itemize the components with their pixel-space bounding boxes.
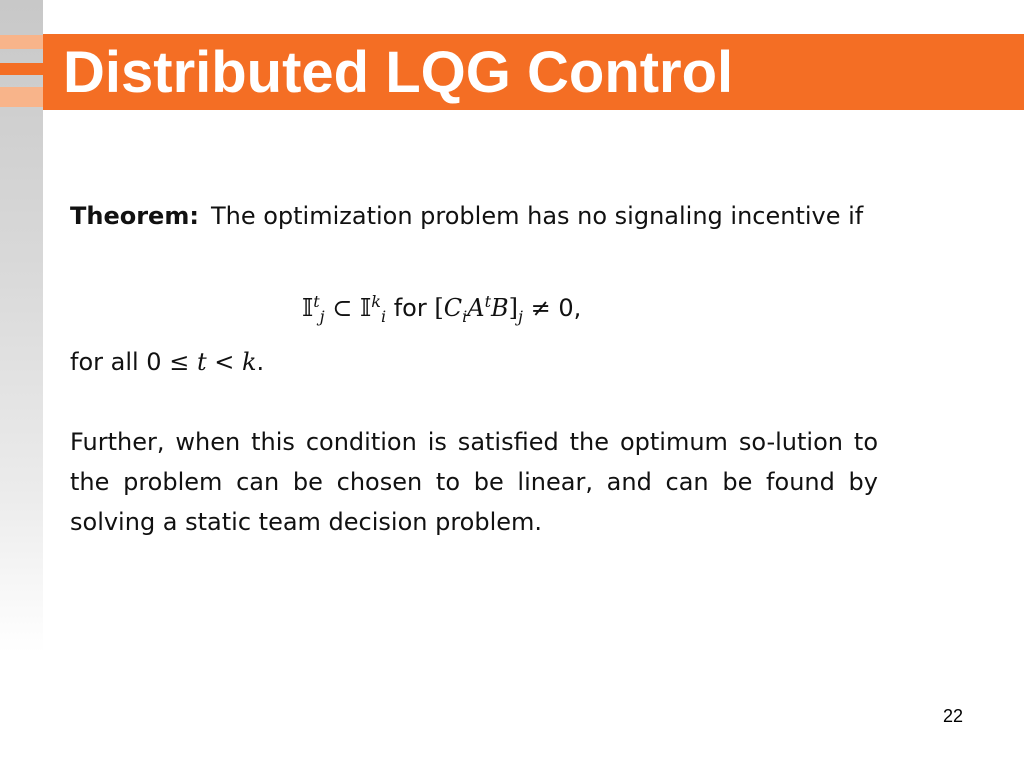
theorem-text: The optimization problem has no signaling incentive if	[210, 202, 864, 230]
rail-stripe	[0, 35, 43, 49]
forall-prefix: for all 0	[70, 348, 162, 376]
forall-suffix: .	[256, 348, 265, 376]
theorem-label: Theorem:	[70, 202, 199, 230]
left-decorative-rail	[0, 0, 43, 768]
info-set-lhs: 𝕀$^t_j$	[302, 292, 325, 326]
info-set-rhs: 𝕀$^k_i$	[360, 292, 387, 326]
forall-math: ≤ t < k	[169, 348, 257, 376]
page-number: 22	[942, 706, 963, 726]
matrix-product: $[C_iA^tB]_j$	[434, 292, 524, 326]
rail-stripe	[0, 63, 43, 75]
slide-title: Distributed LQG Control	[63, 40, 734, 105]
equation-connector: for	[393, 294, 427, 322]
rail-stripe	[0, 87, 43, 107]
subset-symbol: ⊂	[332, 294, 353, 322]
theorem-paragraph	[70, 196, 878, 236]
not-equal-symbol: ≠	[530, 294, 551, 322]
equation-zero: 0,	[558, 294, 582, 322]
condition-equation	[302, 288, 581, 328]
further-paragraph: Further, when this condition is satisfied the optimum so-lution to the problem can be chosen to be linear, and can be found by solving a static team decision problem.	[70, 428, 878, 536]
forall-line	[70, 342, 878, 382]
